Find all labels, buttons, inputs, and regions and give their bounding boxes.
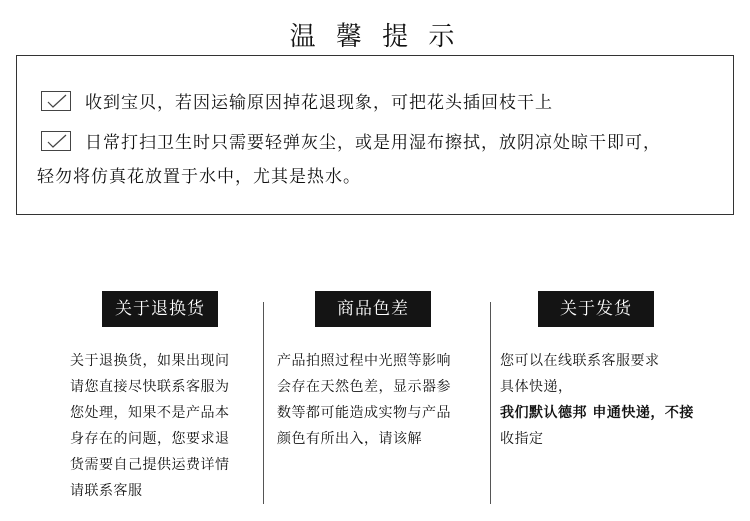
text-line: 请您直接尽快联系客服为 xyxy=(70,379,230,395)
tips-box xyxy=(16,55,734,215)
tip-text-1: 收到宝贝，若因运输原因掉花退现象，可把花头插回枝干上 xyxy=(85,93,553,113)
tip-text-2-continued: 轻勿将仿真花放置于水中，尤其是热水。 xyxy=(37,167,361,187)
tip-text-2: 日常打扫卫生时只需要轻弹灰尘，或是用湿布擦拭，放阴凉处晾干即可， xyxy=(85,133,661,153)
text-line: 您可以在线联系客服要求 xyxy=(500,353,660,369)
returns-heading: 关于退换货 xyxy=(102,291,218,327)
returns-text xyxy=(70,348,230,504)
column-divider xyxy=(263,302,264,504)
text-line: 数等都可能造成实物与产品 xyxy=(277,405,451,421)
text-line: 您处理，知果不是产品本 xyxy=(70,405,230,421)
page-title: 温 馨 提 示 xyxy=(289,22,461,52)
shipping-text xyxy=(500,348,694,452)
text-line: 货需要自己提供运费详情 xyxy=(70,457,230,473)
text-line: 具体快递， xyxy=(500,379,573,395)
text-line: 我们默认德邦 申通快递，不接 xyxy=(500,405,694,421)
text-line: 身存在的问题，您要求退 xyxy=(70,431,230,447)
color-difference-heading: 商品色差 xyxy=(315,291,431,327)
tip-item-1 xyxy=(41,88,553,113)
shipping-heading: 关于发货 xyxy=(538,291,654,327)
text-line: 产品拍照过程中光照等影响 xyxy=(277,353,451,369)
text-line: 请联系客服 xyxy=(70,483,143,499)
text-line: 会存在天然色差，显示器参 xyxy=(277,379,451,395)
text-line: 颜色有所出入，请该解 xyxy=(277,431,422,447)
column-divider xyxy=(490,302,491,504)
color-difference-text xyxy=(277,348,451,452)
checkmark-icon xyxy=(41,131,71,151)
checkmark-icon xyxy=(41,91,71,111)
text-line: 关于退换货，如果出现问 xyxy=(70,353,230,369)
text-line: 收指定 xyxy=(500,431,544,447)
tip-item-2 xyxy=(41,128,661,153)
